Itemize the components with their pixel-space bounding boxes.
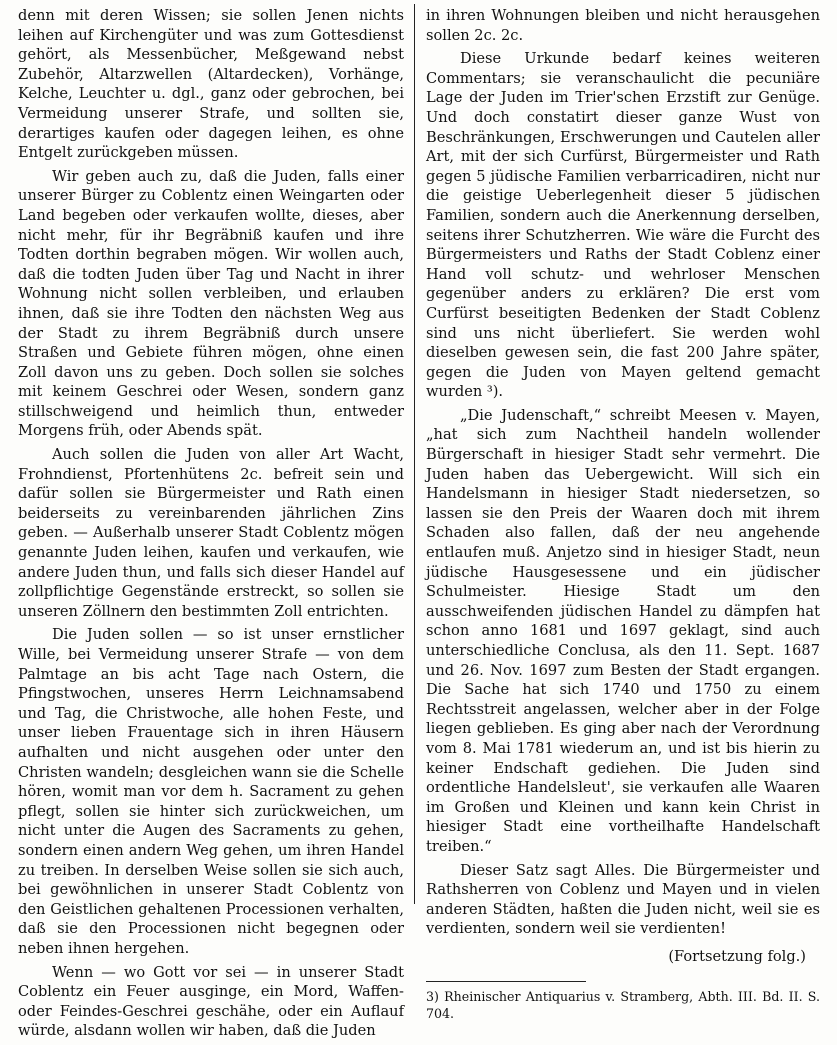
footnote-divider	[426, 981, 586, 982]
column-divider	[414, 4, 415, 904]
paragraph: Auch sollen die Juden von aller Art Wacht, Frohndienst, Pfortenhütens 2c. befreit sein und dafür sollen sie Bürgermeister und Rath einen beiderseits zu vereinbarenden jährlichen Zins geben. — Außerhalb unserer Stadt Coblentz mögen genannte Juden leihen, kaufen und verkaufen, wie andere Juden thun, und falls sich dieser Handel auf zollpflichtige Gegenstände erstreckt, so sollen sie unseren Zöllnern den bestimmten Zoll entrichten.	[18, 446, 404, 620]
paragraph: in ihren Wohnungen bleiben und nicht herausgehen sollen 2c. 2c.	[426, 7, 820, 44]
paragraph: Wenn — wo Gott vor sei — in unserer Stadt Coblentz ein Feuer ausginge, ein Mord, Waffen- oder Feindes-Geschrei geschähe, oder ein Auflauf würde, alsdann wollen wir haben, daß die Juden	[18, 963, 404, 1040]
paragraph: Die Juden sollen — so ist unser ernstlicher Wille, bei Vermeidung unserer Strafe — von dem Palmtage an bis acht Tage nach Ostern, die Pfingstwochen, unseres Herrn Leichnamsabend und Tag, die Christwoche, alle hohen Feste, und unser lieben Frauentage sich in ihren Häusern aufhalten und nicht ausgehen oder unter den Christen wandeln; desgleichen wann sie die Schelle hören, womit man vor dem h. Sacrament zu gehen pflegt, sollen sie hinter sich zurückweichen, um nicht unter die Augen des Sacraments zu gehen, sondern einen andern Weg gehen, um ihren Handel zu treiben. In derselben Weise sollen sie sich auch, bei gewöhnlichen in unserer Stadt Coblentz von den Geistlichen gehaltenen Processionen verhalten, daß sie den Processionen nicht begegnen oder neben ihnen hergehen.	[18, 626, 404, 957]
paragraph: Wir geben auch zu, daß die Juden, falls einer unserer Bürger zu Coblentz einen Weingarten oder Land begeben oder verkaufen wollte, dieses, aber nicht mehr, für ihr Begräbniß kaufen und ihre Todten dorthin begraben mögen. Wir wollen auch, daß die todten Juden über Tag und Nacht in ihrer Wohnung nicht sollen verbleiben, und erlauben ihnen, daß sie ihre Todten den nächsten Weg aus der Stadt zu ihrem Begräbniß durch unsere Straßen und Gebiete führen mögen, ohne einen Zoll davon uns zu geben. Doch sollen sie solches mit keinem Geschrei oder Wesen, sondern ganz stillschweigend und heimlich thun, entweder Morgens früh, oder Abends spät.	[18, 167, 404, 440]
left-column	[18, 6, 404, 1045]
paragraph: „Die Judenschaft,“ schreibt Meesen v. Mayen, „hat sich zum Nachtheil handeln wollender Bürgerschaft in hiesiger Stadt sehr vermehrt. Die Juden haben das Uebergewicht. Will sich ein Handelsmann in hiesiger Stadt niedersetzen, so lassen sie den Preis der Waaren doch mit ihrem Schaden also fallen, daß der neu angehende entlaufen muß. Anjetzo sind in hiesiger Stadt, neun jüdische Hausgesessene und ein jüdischer Schulmeister. Hiesige Stadt um den ausschweifenden jüdischen Handel zu dämpfen hat schon anno 1681 und 1697 geklagt, sind auch unterschiedliche Conclusa, als den 11. Sept. 1687 und 26. Nov. 1697 zum Besten der Stadt ergangen. Die Sache hat sich 1740 und 1750 zu einem Rechtsstreit angelassen, welcher aber in der Folge liegen geblieben. Es ging aber nach der Verordnung vom 8. Mai 1781 wiederum an, und ist bis hierin zu keiner Endschaft gediehen. Die Juden sind ordentliche Handelsleut', sie verkaufen alle Waaren im Großen und Kleinen und kann kein Christ in hiesiger Stadt eine vortheilhafte Handelschaft treiben.“	[426, 406, 820, 855]
paragraph: Dieser Satz sagt Alles. Die Bürgermeister und Rathsherren von Coblenz und Mayen und in vielen anderen Städten, haßten die Juden nicht, weil sie es verdienten, sondern weil sie verdienten!	[426, 861, 820, 938]
footnote: 3) Rheinischer Antiquarius v. Stramberg, Abth. III. Bd. II. S. 704.	[426, 988, 820, 1021]
paragraph: Diese Urkunde bedarf keines weiteren Commentars; sie veranschaulicht die pecuniäre Lage der Juden im Trier'schen Erzstift zur Genüge. Und doch constatirt dieser ganze Wust von Beschränkungen, Erschwerungen und Cautelen aller Art, mit der sich Curfürst, Bürgermeister und Rath gegen 5 jüdische Familien verbarricadiren, nicht nur die geistige Ueberlegenheit dieser 5 jüdischen Familien, sondern auch die Anerkennung derselben, seitens ihrer Schutzherren. Wie wäre die Furcht des Bürgermeisters und Raths der Stadt Coblenz einer Hand voll schutz- und wehrloser Menschen gegenüber anders zu erklären? Die erst vom Curfürst beseitigten Bedenken der Stadt Coblenz sind uns nicht überliefert. Sie werden wohl dieselben gewesen sein, die fast 200 Jahre später, gegen die Juden von Mayen geltend gemacht wurden ³).	[426, 50, 820, 401]
continuation-note: (Fortsetzung folg.)	[668, 947, 806, 965]
right-column	[426, 6, 820, 1022]
paragraph: denn mit deren Wissen; sie sollen Jenen nichts leihen auf Kirchengüter und was zum Gottesdienst gehört, als Messenbücher, Meßgewand nebst Zubehör, Altarzwellen (Altardecken), Vorhänge, Kelche, Leuchter u. dgl., ganz oder gebrochen, bei Vermeidung unserer Strafe, und sollten sie, derartiges kaufen oder dagegen leihen, es ohne Entgelt zurückgeben müssen.	[18, 7, 404, 162]
